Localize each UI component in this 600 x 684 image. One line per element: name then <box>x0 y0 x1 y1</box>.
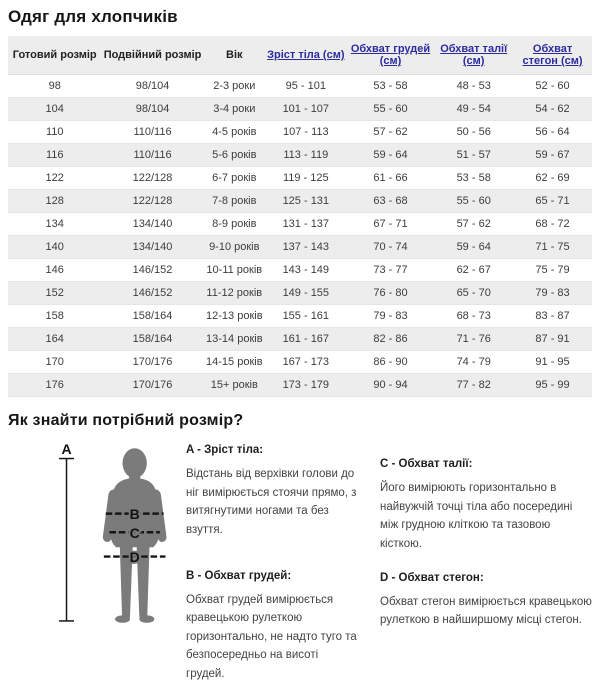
size-cell: 155 - 161 <box>265 305 347 328</box>
size-cell: 48 - 53 <box>434 75 513 98</box>
size-cell: 76 - 80 <box>347 282 435 305</box>
size-cell: 167 - 173 <box>265 351 347 374</box>
size-cell: 137 - 143 <box>265 236 347 259</box>
size-cell: 71 - 76 <box>434 328 513 351</box>
size-cell: 65 - 70 <box>434 282 513 305</box>
size-cell: 12-13 років <box>204 305 265 328</box>
child-silhouette-figure <box>46 440 186 632</box>
size-cell: 75 - 79 <box>513 259 592 282</box>
size-cell: 146 <box>8 259 101 282</box>
size-cell: 3-4 роки <box>204 98 265 121</box>
size-cell: 170/176 <box>101 351 203 374</box>
size-cell: 63 - 68 <box>347 190 435 213</box>
guide-waist-title: C - Обхват талії: <box>380 458 473 470</box>
size-cell: 98/104 <box>101 75 203 98</box>
table-row <box>8 121 592 144</box>
col-header-double-size <box>101 36 203 75</box>
size-cell: 122 <box>8 167 101 190</box>
size-cell: 11-12 років <box>204 282 265 305</box>
size-cell: 57 - 62 <box>434 213 513 236</box>
figure-label-a: A <box>61 440 72 457</box>
size-cell: 131 - 137 <box>265 213 347 236</box>
col-header-waist <box>434 36 513 75</box>
col-header-label: Вік <box>226 49 243 61</box>
size-cell: 10-11 років <box>204 259 265 282</box>
table-row <box>8 190 592 213</box>
size-cell: 87 - 91 <box>513 328 592 351</box>
table-row <box>8 236 592 259</box>
size-cell: 71 - 75 <box>513 236 592 259</box>
size-cell: 122/128 <box>101 167 203 190</box>
guide-chest-text: Обхват грудей вимірюється кравецькою рулеткою горизонтально, не надто туго та безпосередньо на висоті грудей. <box>186 593 357 680</box>
guide-hips-text: Обхват стегон вимірюється кравецькою рулеткою в найширшому місці стегон. <box>380 595 592 627</box>
size-cell: 53 - 58 <box>347 75 435 98</box>
size-cell: 79 - 83 <box>347 305 435 328</box>
size-cell: 95 - 99 <box>513 374 592 397</box>
table-row <box>8 167 592 190</box>
size-cell: 158/164 <box>101 328 203 351</box>
size-cell: 59 - 64 <box>434 236 513 259</box>
size-cell: 116 <box>8 144 101 167</box>
size-cell: 113 - 119 <box>265 144 347 167</box>
size-cell: 51 - 57 <box>434 144 513 167</box>
figure-label-b: B <box>129 506 140 523</box>
size-cell: 158 <box>8 305 101 328</box>
guide-height-title: A - Зріст тіла: <box>186 444 264 456</box>
table-row <box>8 213 592 236</box>
size-cell: 4-5 років <box>204 121 265 144</box>
size-cell: 49 - 54 <box>434 98 513 121</box>
size-cell: 52 - 60 <box>513 75 592 98</box>
size-cell: 15+ років <box>204 374 265 397</box>
size-cell: 8-9 років <box>204 213 265 236</box>
size-cell: 7-8 років <box>204 190 265 213</box>
size-cell: 140 <box>8 236 101 259</box>
size-cell: 164 <box>8 328 101 351</box>
chest-column-link[interactable]: Обхват грудей (см) <box>350 43 431 67</box>
height-column-link[interactable]: Зріст тіла (см) <box>267 49 345 61</box>
table-row <box>8 374 592 397</box>
size-cell: 54 - 62 <box>513 98 592 121</box>
table-row <box>8 282 592 305</box>
size-cell: 77 - 82 <box>434 374 513 397</box>
size-cell: 170 <box>8 351 101 374</box>
hips-column-link[interactable]: Обхват стегон (см) <box>522 43 583 67</box>
size-cell: 70 - 74 <box>347 236 435 259</box>
size-table <box>8 36 592 397</box>
how-to-find-size-heading: Як знайти потрібний розмір? <box>8 412 244 429</box>
col-header-chest <box>347 36 435 75</box>
size-cell: 134/140 <box>101 213 203 236</box>
size-cell: 104 <box>8 98 101 121</box>
size-cell: 146/152 <box>101 282 203 305</box>
table-row <box>8 259 592 282</box>
table-row <box>8 144 592 167</box>
size-cell: 90 - 94 <box>347 374 435 397</box>
page-title: Одяг для хлопчиків <box>8 7 178 26</box>
col-header-ready-size <box>8 36 101 75</box>
size-cell: 152 <box>8 282 101 305</box>
size-cell: 170/176 <box>101 374 203 397</box>
table-row <box>8 75 592 98</box>
col-header-height <box>265 36 347 75</box>
size-cell: 79 - 83 <box>513 282 592 305</box>
size-cell: 61 - 66 <box>347 167 435 190</box>
guide-block-chest <box>186 570 358 684</box>
size-cell: 122/128 <box>101 190 203 213</box>
size-cell: 143 - 149 <box>265 259 347 282</box>
col-header-age <box>204 36 265 75</box>
figure-label-c: C <box>129 524 140 541</box>
size-cell: 125 - 131 <box>265 190 347 213</box>
size-cell: 57 - 62 <box>347 121 435 144</box>
size-cell: 110/116 <box>101 121 203 144</box>
size-cell: 134 <box>8 213 101 236</box>
size-cell: 146/152 <box>101 259 203 282</box>
guide-column-right <box>380 436 592 684</box>
guide-block-height <box>186 444 358 540</box>
size-cell: 65 - 71 <box>513 190 592 213</box>
size-cell: 14-15 років <box>204 351 265 374</box>
size-cell: 6-7 років <box>204 167 265 190</box>
col-header-label: Готовий розмір <box>12 49 97 61</box>
size-guide <box>8 436 592 684</box>
size-cell: 86 - 90 <box>347 351 435 374</box>
guide-height-text: Відстань від верхівки голови до ніг вимірюється стоячи прямо, з витягнутими ногами та без взуття. <box>186 468 357 536</box>
size-cell: 13-14 років <box>204 328 265 351</box>
size-cell: 5-6 років <box>204 144 265 167</box>
col-header-label: Подвійний розмір <box>103 49 202 61</box>
table-header-row <box>8 36 592 75</box>
size-cell: 55 - 60 <box>347 98 435 121</box>
size-cell: 158/164 <box>101 305 203 328</box>
size-cell: 95 - 101 <box>265 75 347 98</box>
size-cell: 50 - 56 <box>434 121 513 144</box>
size-cell: 68 - 73 <box>434 305 513 328</box>
size-cell: 68 - 72 <box>513 213 592 236</box>
col-header-hips <box>513 36 592 75</box>
size-cell: 73 - 77 <box>347 259 435 282</box>
size-cell: 110/116 <box>101 144 203 167</box>
size-cell: 56 - 64 <box>513 121 592 144</box>
size-table-body <box>8 75 592 397</box>
waist-column-link[interactable]: Обхват талії (см) <box>440 43 508 67</box>
table-row <box>8 351 592 374</box>
size-cell: 62 - 69 <box>513 167 592 190</box>
size-cell: 82 - 86 <box>347 328 435 351</box>
measurement-figure <box>8 436 186 684</box>
size-cell: 91 - 95 <box>513 351 592 374</box>
table-row <box>8 305 592 328</box>
size-cell: 119 - 125 <box>265 167 347 190</box>
size-cell: 128 <box>8 190 101 213</box>
size-cell: 74 - 79 <box>434 351 513 374</box>
size-cell: 67 - 71 <box>347 213 435 236</box>
size-cell: 134/140 <box>101 236 203 259</box>
size-cell: 59 - 64 <box>347 144 435 167</box>
size-cell: 83 - 87 <box>513 305 592 328</box>
size-cell: 161 - 167 <box>265 328 347 351</box>
guide-hips-title: D - Обхват стегон: <box>380 571 484 584</box>
size-cell: 173 - 179 <box>265 374 347 397</box>
size-cell: 9-10 років <box>204 236 265 259</box>
size-cell: 176 <box>8 374 101 397</box>
size-cell: 59 - 67 <box>513 144 592 167</box>
size-cell: 101 - 107 <box>265 98 347 121</box>
size-cell: 149 - 155 <box>265 282 347 305</box>
size-cell: 53 - 58 <box>434 167 513 190</box>
figure-label-d: D <box>129 549 140 566</box>
guide-block-hips <box>380 572 592 630</box>
size-cell: 98/104 <box>101 98 203 121</box>
guide-column-left <box>186 436 358 684</box>
size-cell: 98 <box>8 75 101 98</box>
guide-chest-title: B - Обхват грудей: <box>186 569 292 582</box>
guide-block-waist <box>380 458 592 554</box>
size-cell: 55 - 60 <box>434 190 513 213</box>
table-row <box>8 98 592 121</box>
size-cell: 62 - 67 <box>434 259 513 282</box>
guide-waist-text: Його вимірюють горизонтально в найвужчій точці тіла або посередині між грудною кліткою та тазовою кісткою. <box>380 482 573 550</box>
size-cell: 2-3 роки <box>204 75 265 98</box>
size-cell: 107 - 113 <box>265 121 347 144</box>
size-cell: 110 <box>8 121 101 144</box>
table-row <box>8 328 592 351</box>
